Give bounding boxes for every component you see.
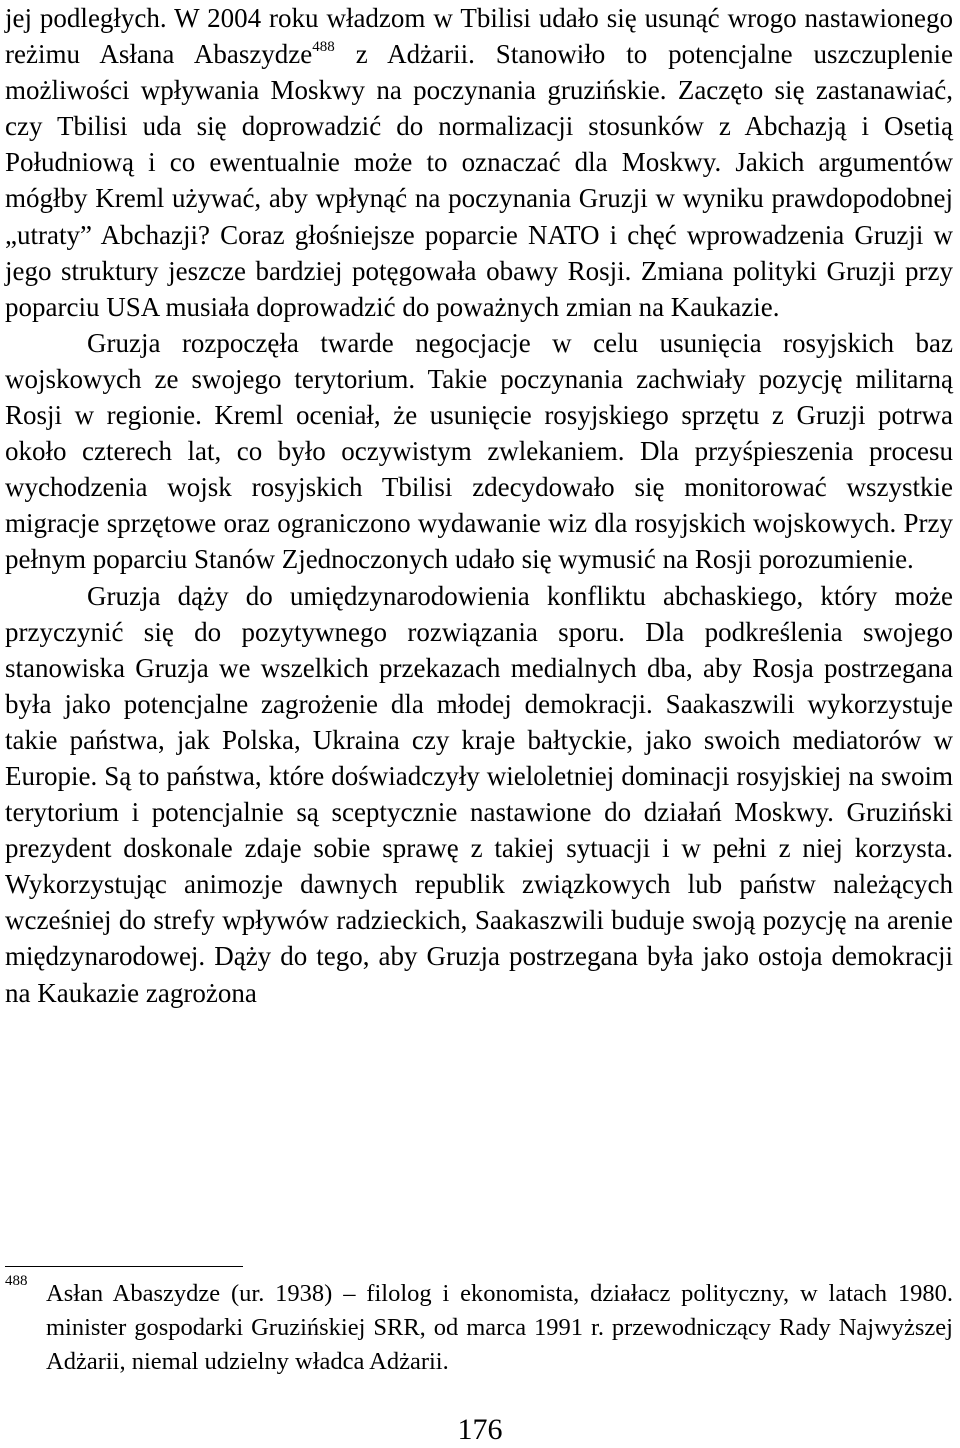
footnote-separator [5, 1266, 243, 1267]
body-text [5, 0, 953, 1011]
paragraph-2: Gruzja rozpoczęła twarde negocjacje w celu usunięcia rosyjskich baz wojskowych ze swojego terytorium. Takie poczynania zachwiały pozycję militarną Rosji w regionie. Kreml oceniał, że usunięcie rosyjskiego sprzętu z Gruzji potrwa około czterech lat, co było oczywistym zwlekaniem. Dla przyśpieszenia procesu wychodzenia wojsk rosyjskich Tbilisi zdecydowało się monitorować wszystkie migracje sprzętowe oraz ograniczono wydawanie wiz dla rosyjskich wojskowych. Przy pełnym poparciu Stanów Zjednoczonych udało się wymusić na Rosji porozumienie. [5, 327, 953, 575]
footnote-number: 488 [5, 1273, 28, 1289]
paragraph-1 [5, 0, 953, 325]
footnote-reference: 488 [312, 39, 335, 56]
footnote-text: Asłan Abaszydze (ur. 1938) – filolog i ekonomista, działacz polityczny, w latach 1980. minister gospodarki Gruzińskiej SRR, od marca 1991 r. przewodniczący Rady Najwyższej Adżarii, niemal udzielny władca Adżarii. [46, 1280, 953, 1375]
paragraph-3: Gruzja dąży do umiędzynarodowienia konfliktu abchaskiego, który może przyczynić się do pozytywnego rozwiązania sporu. Dla podkreślenia swojego stanowiska Gruzja we wszelkich przekazach medialnych dba, aby Rosja postrzegana była jako potencjalne zagrożenie dla młodej demokracji. Saakaszwili wykorzystuje takie państwa, jak Polska, Ukraina czy kraje bałtyckie, jako swoich mediatorów w Europie. Są to państwa, które doświadczyły wieloletniej dominacji rosyjskiej na swoim terytorium i potencjalnie są sceptycznie nastawione do działań Moskwy. Gruziński prezydent doskonale zdaje sobie sprawę z takiej sytuacji i w pełni z niej korzysta. Wykorzystując animozje dawnych republik związkowych lub państw należących wcześniej do strefy wpływów radzieckich, Saakaszwili buduje swoją pozycję na arenie międzynarodowej. Dąży do tego, aby Gruzja postrzegana była jako ostoja demokracji na Kaukazie zagrożona [5, 580, 953, 1008]
page-number: 176 [457, 1413, 503, 1446]
footnote [5, 1273, 953, 1379]
paragraph-1-text-end: z Adżarii. Stanowiło to potencjalne uszczuplenie możliwości wpływania Moskwy na poczynania gruzińskie. Zaczęto się zastanawiać, czy Tbilisi uda się doprowadzić do normalizacji stosunków z Abchazją i Osetią Południową i co ewentualnie może to oznaczać dla Moskwy. Jakich argumentów mógłby Kreml używać, aby wpłynąć na poczynania Gruzji w wyniku prawdopodobnej „utraty” Abchazji? Coraz głośniejsze poparcie NATO i chęć wprowadzenia Gruzji w jego struktury jeszcze bardziej potęgowała obawy Rosji. Zmiana polityki Gruzji przy poparciu USA musiała doprowadzić do poważnych zmian na Kaukazie. [5, 39, 953, 322]
paragraph-1-text-start: jej podległych. W 2004 roku władzom w Tbilisi udało się usunąć wrogo nastawionego reżimu Asłana Abaszydze [5, 3, 953, 70]
